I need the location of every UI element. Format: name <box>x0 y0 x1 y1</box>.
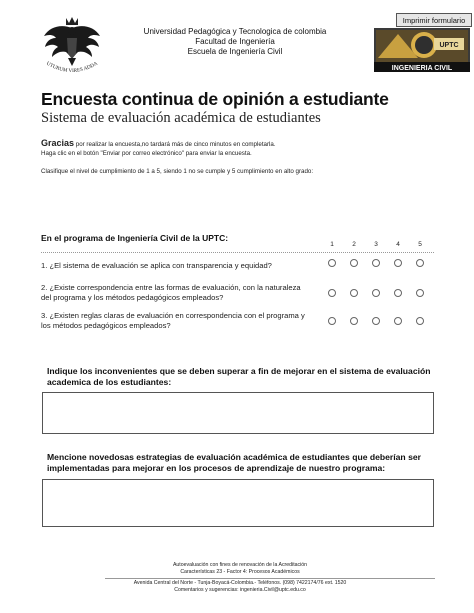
q2-radio-3[interactable] <box>372 289 380 297</box>
footer-line-3: Avenida Central del Norte - Tunja-Boyacá-Colombia.- Teléfonos. (098) 7422174/76 ext. 1520 <box>133 580 347 586</box>
question-2-text: 2. ¿Existe correspondencia entre las formas de evaluación, con la naturaleza del programa y los métodos pedagógicos empleados? <box>41 283 301 302</box>
open-question-2: Mencione novedosas estrategias de evaluación académica de estudiantes que deberían ser implementadas para mejorar en los procesos de aprendizaje de nuestro programa: <box>47 452 421 473</box>
q3-radio-4[interactable] <box>394 317 402 325</box>
scale-label-2: 2 <box>352 241 356 248</box>
q1-radio-4[interactable] <box>394 259 402 267</box>
open-answer-1-textarea[interactable] <box>42 392 434 434</box>
intro-gracias: Gracias <box>41 138 75 148</box>
page-title: Encuesta continua de opinión a estudiante <box>41 89 389 109</box>
scale-label-3: 3 <box>374 241 378 248</box>
civil-engineering-logo <box>374 28 470 72</box>
q3-radio-3[interactable] <box>372 317 380 325</box>
institution-header <box>120 27 350 58</box>
q1-radio-3[interactable] <box>372 259 380 267</box>
eagle-emblem-icon <box>40 14 104 78</box>
question-1-text: 1. ¿El sistema de evaluación se aplica con transparencia y equidad? <box>41 261 272 270</box>
footer-divider <box>105 578 435 579</box>
footer-accreditation <box>100 562 380 576</box>
intro-text <box>41 139 441 158</box>
intro-line1: por realizar la encuesta,no tardará más de cinco minutos en completarla. <box>74 141 276 148</box>
faculty-name: Facultad de Ingeniería <box>195 37 275 47</box>
page-subtitle: Sistema de evaluación académica de estudiantes <box>41 110 321 126</box>
scale-label-1: 1 <box>330 241 334 248</box>
rating-instructions: Clasifique el nivel de cumplimiento de 1 a 5, siendo 1 no se cumple y 5 cumplimiento en alto grado: <box>41 168 314 175</box>
footer-line-2: Características 23 - Factor 4: Procesos Académicos <box>180 569 300 575</box>
civil-engineering-logo-icon <box>374 28 470 72</box>
footer-line-1: Autoevaluación con fines de renovación de la Acreditación <box>172 562 308 568</box>
section-heading: En el programa de Ingeniería Civil de la UPTC: <box>41 233 229 243</box>
scale-label-5: 5 <box>418 241 422 248</box>
logo-label: INGENIERIA CIVIL <box>391 65 453 72</box>
intro-line2: Haga clic en el botón "Enviar por correo electrónico" para enviar la encuesta. <box>41 150 252 157</box>
footer-line-4: Comentarios y sugerencias: ingenieria.Civil@uptc.edu.co <box>174 587 306 593</box>
q2-radio-4[interactable] <box>394 289 402 297</box>
scale-label-4: 4 <box>396 241 400 248</box>
q2-radio-1[interactable] <box>328 289 336 297</box>
q1-radio-2[interactable] <box>350 259 358 267</box>
emblem-motto: UTURUM VIRES ADDA <box>45 60 99 75</box>
q2-radio-5[interactable] <box>416 289 424 297</box>
q3-radio-5[interactable] <box>416 317 424 325</box>
question-3-text: 3. ¿Existen reglas claras de evaluación en correspondencia con el programa y los métodos pedagógicos empleados? <box>41 311 305 330</box>
school-name: Escuela de Ingeniería Civil <box>187 47 283 57</box>
open-question-1: Indique los inconvenientes que se deben superar a fin de mejorar en el sistema de evaluación academica de los estudiantes: <box>47 366 431 387</box>
print-form-button[interactable]: Imprimir formulario <box>396 13 472 27</box>
q3-radio-1[interactable] <box>328 317 336 325</box>
open-answer-2-textarea[interactable] <box>42 479 434 527</box>
university-emblem-logo <box>40 14 104 78</box>
q3-radio-2[interactable] <box>350 317 358 325</box>
university-name: Universidad Pedagógica y Tecnologica de colombia <box>143 27 327 36</box>
logo-badge-text: UPTC <box>439 42 459 49</box>
q1-radio-1[interactable] <box>328 259 336 267</box>
section-divider <box>41 252 434 253</box>
q2-radio-2[interactable] <box>350 289 358 297</box>
q1-radio-5[interactable] <box>416 259 424 267</box>
footer-contact <box>90 580 390 594</box>
